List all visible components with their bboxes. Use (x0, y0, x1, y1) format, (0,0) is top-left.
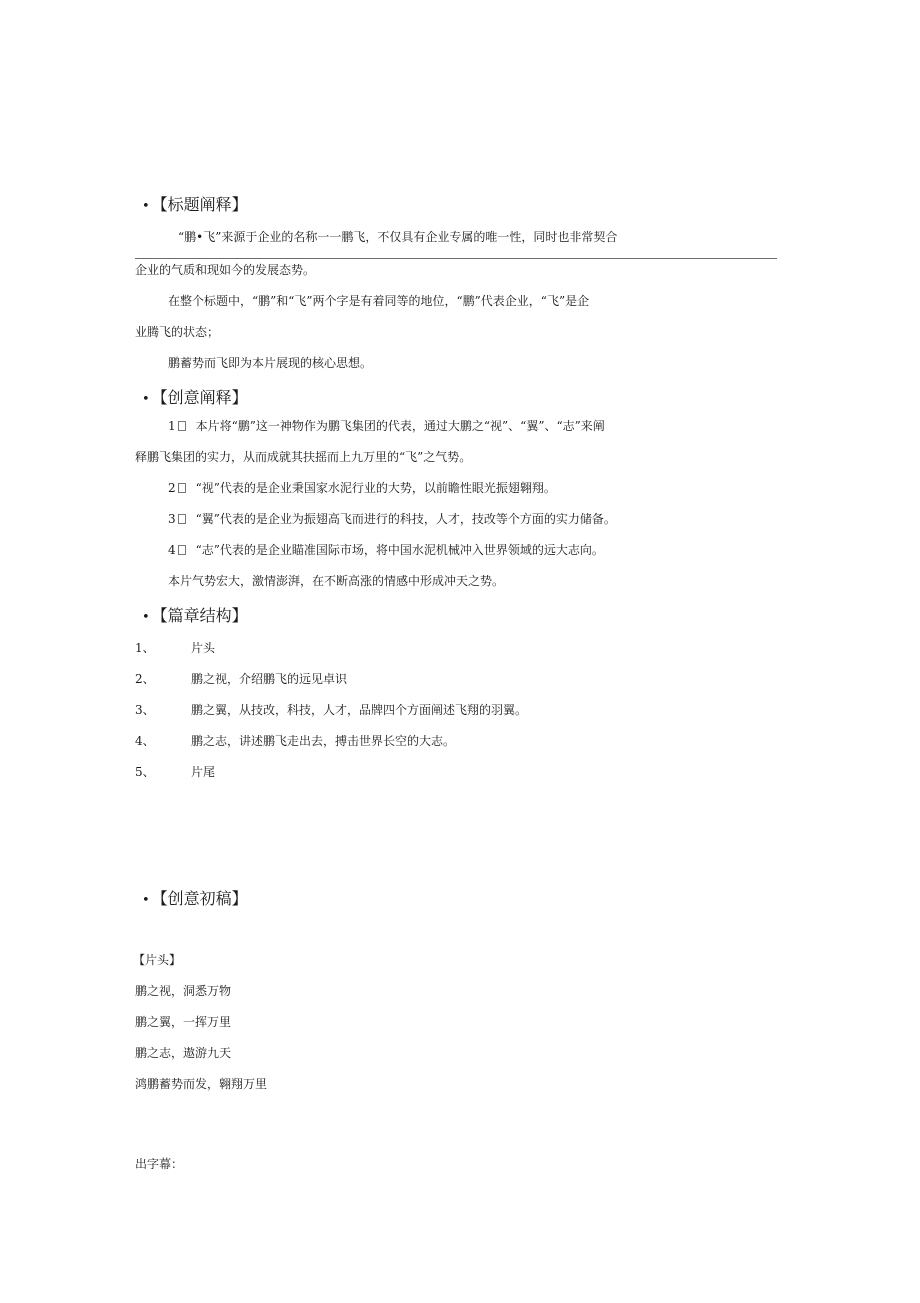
paragraph-line: 在整个标题中，“鹏”和“飞”两个字是有着同等的地位，“鹏”代表企业，“飞”是企 (168, 294, 590, 308)
checkbox-glyph-icon (178, 514, 186, 524)
item-number: 2 (168, 481, 176, 495)
checkbox-glyph-icon (178, 483, 186, 493)
heading-text: 【篇章结构】 (151, 606, 248, 625)
structure-item: 鹏之志，讲述鹏飞走出去，搏击世界长空的大志。 (191, 734, 456, 748)
structure-number: 4、 (135, 734, 155, 748)
section-heading-creative-explain (142, 385, 248, 408)
draft-line: 鸿鹏蓄势而发，翱翔万里 (135, 1077, 268, 1091)
checkbox-glyph-icon (178, 421, 186, 431)
checkbox-glyph-icon (178, 545, 186, 555)
bullet-icon: • (142, 893, 150, 908)
item-number: 3 (168, 512, 176, 526)
heading-text: 【创意阐释】 (151, 388, 248, 407)
structure-number: 5、 (135, 765, 155, 779)
paragraph-line: 业腾飞的状态； (135, 325, 220, 339)
structure-number: 3、 (135, 703, 155, 717)
list-item (168, 510, 616, 527)
structure-item: 片头 (191, 641, 216, 655)
paragraph-line: 释鹏飞集团的实力，从而成就其扶摇而上九万里的“飞”之气势。 (135, 450, 472, 464)
caption-label: 出字幕： (135, 1157, 184, 1171)
draft-subheading: 【片头】 (133, 953, 182, 967)
section-heading-structure (142, 603, 248, 626)
item-text: 本片将“鹏”这一神物作为鹏飞集团的代表，通过大鹏之“视”、“翼”、“志”来阐 (195, 419, 605, 433)
paragraph-line: 企业的气质和现如今的发展态势。 (135, 263, 316, 277)
draft-line: 鹏之志，遨游九天 (135, 1046, 232, 1060)
bullet-icon: • (142, 199, 150, 214)
paragraph-line: “鹏•飞”来源于企业的名称一一鹏飞，不仅具有企业专属的唯一性，同时也非常契合 (178, 230, 618, 244)
section-heading-draft (142, 886, 248, 909)
paragraph-line: 鹏蓄势而飞即为本片展现的核心思想。 (168, 356, 373, 370)
draft-line: 鹏之视，洞悉万物 (135, 984, 232, 998)
paragraph-line: 本片气势宏大，激情澎湃，在不断高涨的情感中形成冲天之势。 (168, 574, 505, 588)
heading-text: 【标题阐释】 (151, 195, 248, 214)
list-item (168, 417, 605, 434)
list-item (168, 479, 556, 496)
item-number: 1 (168, 419, 176, 433)
item-text: “视”代表的是企业秉国家水泥行业的大势，以前瞻性眼光振翅翱翔。 (195, 481, 556, 495)
item-number: 4 (168, 543, 176, 557)
bullet-icon: • (142, 392, 150, 407)
structure-number: 1、 (135, 641, 155, 655)
divider-line (135, 258, 777, 259)
list-item (168, 541, 604, 558)
section-heading-title-explain (142, 192, 248, 215)
structure-item: 鹏之视，介绍鹏飞的远见卓识 (191, 672, 348, 686)
structure-number: 2、 (135, 672, 155, 686)
heading-text: 【创意初稿】 (151, 889, 248, 908)
item-text: “翼”代表的是企业为振翅高飞而进行的科技，人才，技改等个方面的实力储备。 (195, 512, 616, 526)
item-text: “志”代表的是企业瞄准国际市场，将中国水泥机械冲入世界领域的远大志向。 (195, 543, 604, 557)
structure-item: 鹏之翼，从技改，科技，人才，品牌四个方面阐述飞翔的羽翼。 (191, 703, 528, 717)
bullet-icon: • (142, 610, 150, 625)
draft-line: 鹏之翼，一挥万里 (135, 1015, 232, 1029)
structure-item: 片尾 (191, 765, 216, 779)
